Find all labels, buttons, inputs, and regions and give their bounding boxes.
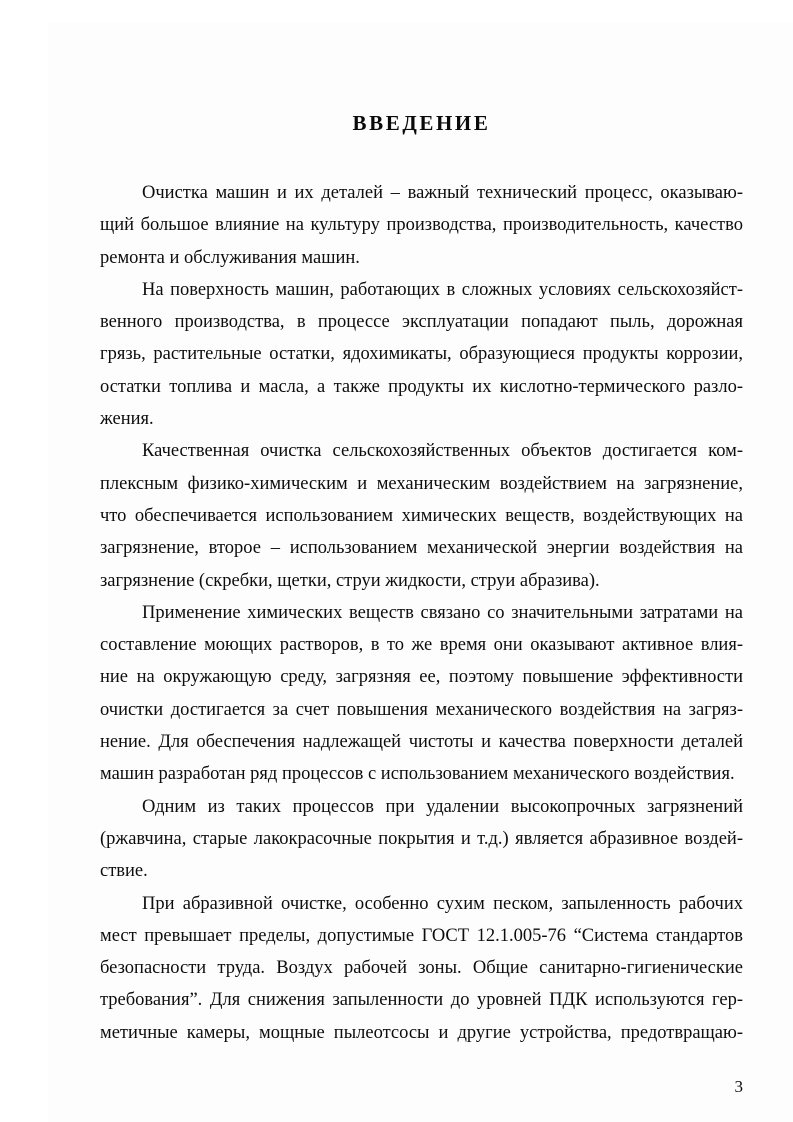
text-line: грязь, растительные остатки, ядохимикаты, образующиеся продукты коррозии, [100, 344, 743, 365]
text-line: щий большое влияние на культуру производства, производительность, качество [100, 215, 743, 236]
text-line: (ржавчина, старые лакокрасочные покрытия и т.д.) является абразивное воздей- [100, 828, 743, 849]
document-body [100, 177, 743, 1049]
text-line: очистки достигается за счет повышения механического воздействия на загряз- [100, 699, 743, 720]
text-line: Очистка машин и их деталей – важный технический процесс, оказываю- [142, 183, 743, 203]
paragraph [100, 435, 743, 596]
text-line: остатки топлива и масла, а также продукты их кислотно-термического разло- [100, 376, 743, 397]
text-line: метичные камеры, мощные пылеотсосы и другие устройства, предотвращаю- [100, 1022, 743, 1043]
text-line: плексным физико-химическим и механическим воздействием на загрязнение, [100, 473, 743, 494]
paragraph [100, 888, 743, 1049]
text-line: венного производства, в процессе эксплуатации попадают пыль, дорожная [100, 312, 743, 333]
text-line: ствие. [100, 861, 148, 882]
text-line: безопасности труда. Воздух рабочей зоны. Общие санитарно-гигиенические [100, 958, 743, 979]
text-line: загрязнение (скребки, щетки, струи жидкости, струи абразива). [100, 570, 600, 591]
page-title: ВВЕДЕНИЕ [352, 111, 491, 135]
text-line: требования”. Для снижения запыленности до уровней ПДК используются гер- [100, 990, 743, 1011]
text-line: составление моющих растворов, в то же время они оказывают активное влия- [100, 635, 743, 656]
page-number: 3 [734, 1077, 743, 1096]
text-line: что обеспечивается использованием химических веществ, воздействующих на [100, 505, 743, 526]
text-line: Качественная очистка сельскохозяйственных объектов достигается ком- [142, 441, 743, 462]
text-line: Одним из таких процессов при удалении высокопрочных загрязнений [142, 796, 743, 817]
text-line: жения. [100, 409, 154, 430]
text-line: ние на окружающую среду, загрязняя ее, поэтому повышение эффективности [100, 667, 743, 688]
text-line: машин разработан ряд процессов с использованием механического воздействия. [100, 764, 735, 785]
paragraph [100, 597, 743, 791]
text-line: При абразивной очистке, особенно сухим песком, запыленность рабочих [142, 893, 743, 914]
text-line: мест превышает пределы, допустимые ГОСТ 12.1.005-76 “Система стандартов [100, 925, 743, 946]
paragraph [100, 274, 743, 435]
paragraph [100, 177, 743, 274]
text-line: загрязнение, второе – использованием механической энергии воздействия на [100, 538, 743, 559]
text-line: На поверхность машин, работающих в сложных условиях сельскохозяйст- [142, 279, 743, 300]
paragraph [100, 791, 743, 888]
text-line: ремонта и обслуживания машин. [100, 247, 360, 268]
text-line: нение. Для обеспечения надлежащей чистоты и качества поверхности деталей [100, 732, 743, 753]
text-line: Применение химических веществ связано со значительными затратами на [142, 602, 743, 623]
